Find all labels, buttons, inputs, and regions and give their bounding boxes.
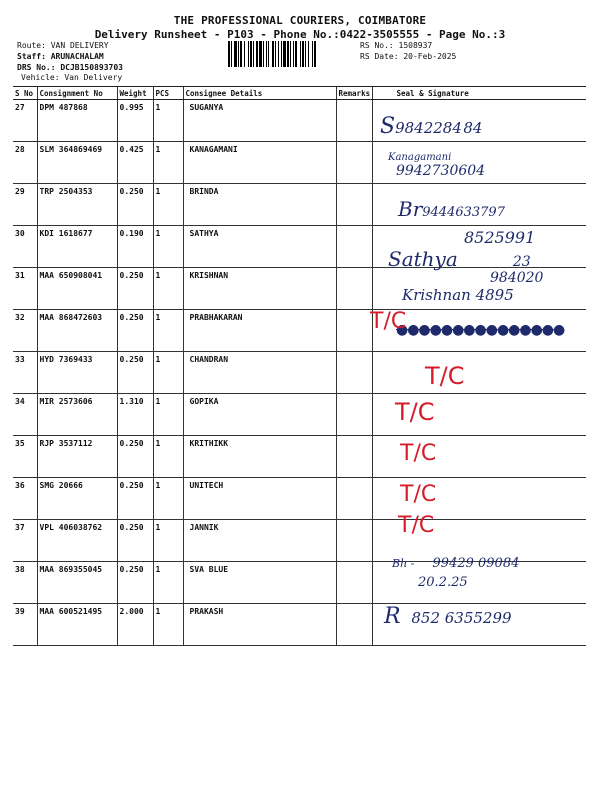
cell-weight: 0.190 bbox=[117, 226, 153, 268]
cell-weight: 2.000 bbox=[117, 604, 153, 646]
remark-mark-37: T/C bbox=[398, 513, 435, 538]
cell-pcs: 1 bbox=[153, 100, 183, 142]
cell-sno: 32 bbox=[13, 310, 37, 352]
cell-weight: 0.250 bbox=[117, 436, 153, 478]
cell-consignee: SVA BLUE bbox=[183, 562, 336, 604]
phone-39: 852 6355299 bbox=[411, 609, 512, 627]
cell-pcs: 1 bbox=[153, 562, 183, 604]
cell-consignment-no: SMG 20666 bbox=[37, 478, 117, 520]
remark-mark-32: T/C bbox=[370, 309, 407, 334]
cell-weight: 0.425 bbox=[117, 142, 153, 184]
cell-signature bbox=[372, 520, 586, 562]
cell-weight: 0.250 bbox=[117, 268, 153, 310]
table-row bbox=[13, 562, 586, 604]
cell-consignee: GOPIKA bbox=[183, 394, 336, 436]
cell-signature bbox=[372, 184, 586, 226]
cell-consignment-no: MAA 868472603 bbox=[37, 310, 117, 352]
cell-remarks bbox=[336, 562, 372, 604]
phone-27: 9842284 84 bbox=[395, 119, 483, 137]
cell-remarks bbox=[336, 226, 372, 268]
vehicle-info: Vehicle: Van Delivery bbox=[21, 73, 123, 82]
cell-consignment-no: HYD 7369433 bbox=[37, 352, 117, 394]
cell-consignment-no: VPL 406038762 bbox=[37, 520, 117, 562]
table-row bbox=[13, 436, 586, 478]
cell-signature bbox=[372, 310, 586, 352]
cell-remarks bbox=[336, 100, 372, 142]
cell-pcs: 1 bbox=[153, 604, 183, 646]
cell-signature bbox=[372, 226, 586, 268]
cell-pcs: 1 bbox=[153, 436, 183, 478]
cell-signature bbox=[372, 352, 586, 394]
cell-remarks bbox=[336, 310, 372, 352]
cell-signature bbox=[372, 478, 586, 520]
staff-label: Staff: bbox=[17, 52, 46, 61]
cell-consignee: JANNIK bbox=[183, 520, 336, 562]
col-consignee: Consignee Details bbox=[183, 87, 336, 100]
cell-pcs: 1 bbox=[153, 184, 183, 226]
cell-signature bbox=[372, 562, 586, 604]
col-sno: S No bbox=[13, 87, 37, 100]
cell-pcs: 1 bbox=[153, 226, 183, 268]
table-row bbox=[13, 142, 586, 184]
cell-sno: 33 bbox=[13, 352, 37, 394]
rs-date: RS Date: 20-Feb-2025 bbox=[360, 52, 457, 61]
cell-remarks bbox=[336, 268, 372, 310]
cell-weight: 0.250 bbox=[117, 184, 153, 226]
name-28: Kanagamani bbox=[388, 152, 452, 163]
name-30: Sathya bbox=[388, 247, 458, 271]
cell-consignment-no: TRP 2504353 bbox=[37, 184, 117, 226]
cell-pcs: 1 bbox=[153, 142, 183, 184]
signature-scribble: R bbox=[384, 604, 401, 629]
cell-signature bbox=[372, 436, 586, 478]
cell-remarks bbox=[336, 604, 372, 646]
phone-28: 9942730604 bbox=[396, 163, 486, 179]
cell-consignment-no: MAA 869355045 bbox=[37, 562, 117, 604]
cell-weight: 0.250 bbox=[117, 310, 153, 352]
cell-signature bbox=[372, 142, 586, 184]
table-row bbox=[13, 100, 586, 142]
cell-weight: 0.250 bbox=[117, 352, 153, 394]
signature-scribble: Bh - bbox=[392, 557, 415, 570]
phone-31: 984020 bbox=[490, 270, 544, 286]
col-pcs: PCS bbox=[153, 87, 183, 100]
drs-number: DRS No.: DCJB150893703 bbox=[17, 63, 123, 72]
cell-consignee: KRITHIKK bbox=[183, 436, 336, 478]
cell-pcs: 1 bbox=[153, 310, 183, 352]
remark-mark-36: T/C bbox=[400, 482, 437, 507]
cell-pcs: 1 bbox=[153, 394, 183, 436]
cell-consignee: PRABHAKARAN bbox=[183, 310, 336, 352]
cell-consignee: KRISHNAN bbox=[183, 268, 336, 310]
cell-consignee: SUGANYA bbox=[183, 100, 336, 142]
col-remarks: Remarks bbox=[336, 87, 372, 100]
cell-consignment-no: MAA 600521495 bbox=[37, 604, 117, 646]
cell-consignee: SATHYA bbox=[183, 226, 336, 268]
table-row bbox=[13, 310, 586, 352]
cell-sno: 30 bbox=[13, 226, 37, 268]
signature-scribble: S bbox=[380, 114, 396, 139]
cell-weight: 0.995 bbox=[117, 100, 153, 142]
table-header-row bbox=[13, 87, 586, 100]
extra-30: 23 bbox=[512, 254, 531, 270]
remark-mark-33: T/C bbox=[425, 362, 465, 390]
table-row bbox=[13, 184, 586, 226]
cell-weight: 1.310 bbox=[117, 394, 153, 436]
route-info: Route: VAN DELIVERY bbox=[17, 41, 109, 50]
cell-consignment-no: DPM 487868 bbox=[37, 100, 117, 142]
cell-sno: 38 bbox=[13, 562, 37, 604]
cell-consignment-no: KDI 1618677 bbox=[37, 226, 117, 268]
cell-sno: 39 bbox=[13, 604, 37, 646]
cell-consignment-no: RJP 3537112 bbox=[37, 436, 117, 478]
cell-signature bbox=[372, 394, 586, 436]
col-weight: Weight bbox=[117, 87, 153, 100]
cell-weight: 0.250 bbox=[117, 562, 153, 604]
cell-sno: 31 bbox=[13, 268, 37, 310]
cell-remarks bbox=[336, 352, 372, 394]
cell-sno: 28 bbox=[13, 142, 37, 184]
cell-consignee: CHANDRAN bbox=[183, 352, 336, 394]
col-signature: Seal & Signature bbox=[372, 87, 586, 100]
cell-remarks bbox=[336, 478, 372, 520]
cell-remarks bbox=[336, 394, 372, 436]
table-row bbox=[13, 604, 586, 646]
signature-scribble: Br bbox=[398, 197, 423, 221]
struck-text-32: ●●●●●●●●●●●●●●● bbox=[396, 322, 565, 338]
table-row bbox=[13, 520, 586, 562]
cell-sno: 29 bbox=[13, 184, 37, 226]
cell-consignee: UNITECH bbox=[183, 478, 336, 520]
table-row bbox=[13, 478, 586, 520]
table-row bbox=[13, 268, 586, 310]
cell-weight: 0.250 bbox=[117, 520, 153, 562]
cell-remarks bbox=[336, 184, 372, 226]
company-title: THE PROFESSIONAL COURIERS, COIMBATORE bbox=[173, 14, 427, 27]
cell-sno: 36 bbox=[13, 478, 37, 520]
cell-consignment-no: MAA 650908041 bbox=[37, 268, 117, 310]
remark-mark-34: T/C bbox=[395, 398, 435, 426]
cell-pcs: 1 bbox=[153, 478, 183, 520]
cell-sno: 35 bbox=[13, 436, 37, 478]
cell-remarks bbox=[336, 436, 372, 478]
cell-signature bbox=[372, 268, 586, 310]
barcode-bar bbox=[316, 41, 317, 67]
remark-mark-35: T/C bbox=[400, 441, 437, 466]
table-row bbox=[13, 394, 586, 436]
cell-pcs: 1 bbox=[153, 520, 183, 562]
phone-30: 8525991 bbox=[464, 228, 536, 247]
cell-signature bbox=[372, 100, 586, 142]
cell-remarks bbox=[336, 520, 372, 562]
table-row bbox=[13, 352, 586, 394]
phone-29: 9444633797 bbox=[422, 205, 505, 220]
name-31: Krishnan 4895 bbox=[402, 286, 514, 304]
cell-sno: 34 bbox=[13, 394, 37, 436]
cell-signature bbox=[372, 604, 586, 646]
rs-number: RS No.: 1508937 bbox=[360, 41, 433, 50]
col-consignment: Consignment No bbox=[37, 87, 117, 100]
table-row bbox=[13, 226, 586, 268]
cell-consignment-no: MIR 2573606 bbox=[37, 394, 117, 436]
cell-consignment-no: SLM 364869469 bbox=[37, 142, 117, 184]
cell-sno: 37 bbox=[13, 520, 37, 562]
staff-name: ARUNACHALAM bbox=[50, 52, 104, 61]
date-38: 20.2.25 bbox=[418, 575, 468, 590]
barcode bbox=[228, 41, 354, 67]
cell-consignee: BRINDA bbox=[183, 184, 336, 226]
phone-38: 99429 09084 bbox=[432, 556, 520, 571]
cell-pcs: 1 bbox=[153, 352, 183, 394]
cell-sno: 27 bbox=[13, 100, 37, 142]
cell-remarks bbox=[336, 142, 372, 184]
cell-pcs: 1 bbox=[153, 268, 183, 310]
cell-consignee: KANAGAMANI bbox=[183, 142, 336, 184]
runsheet-subtitle: Delivery Runsheet - P103 - Phone No.:0422-3505555 - Page No.:3 bbox=[94, 28, 506, 41]
runsheet-table bbox=[13, 86, 586, 646]
staff-info bbox=[17, 52, 104, 62]
cell-consignee: PRAKASH bbox=[183, 604, 336, 646]
cell-weight: 0.250 bbox=[117, 478, 153, 520]
